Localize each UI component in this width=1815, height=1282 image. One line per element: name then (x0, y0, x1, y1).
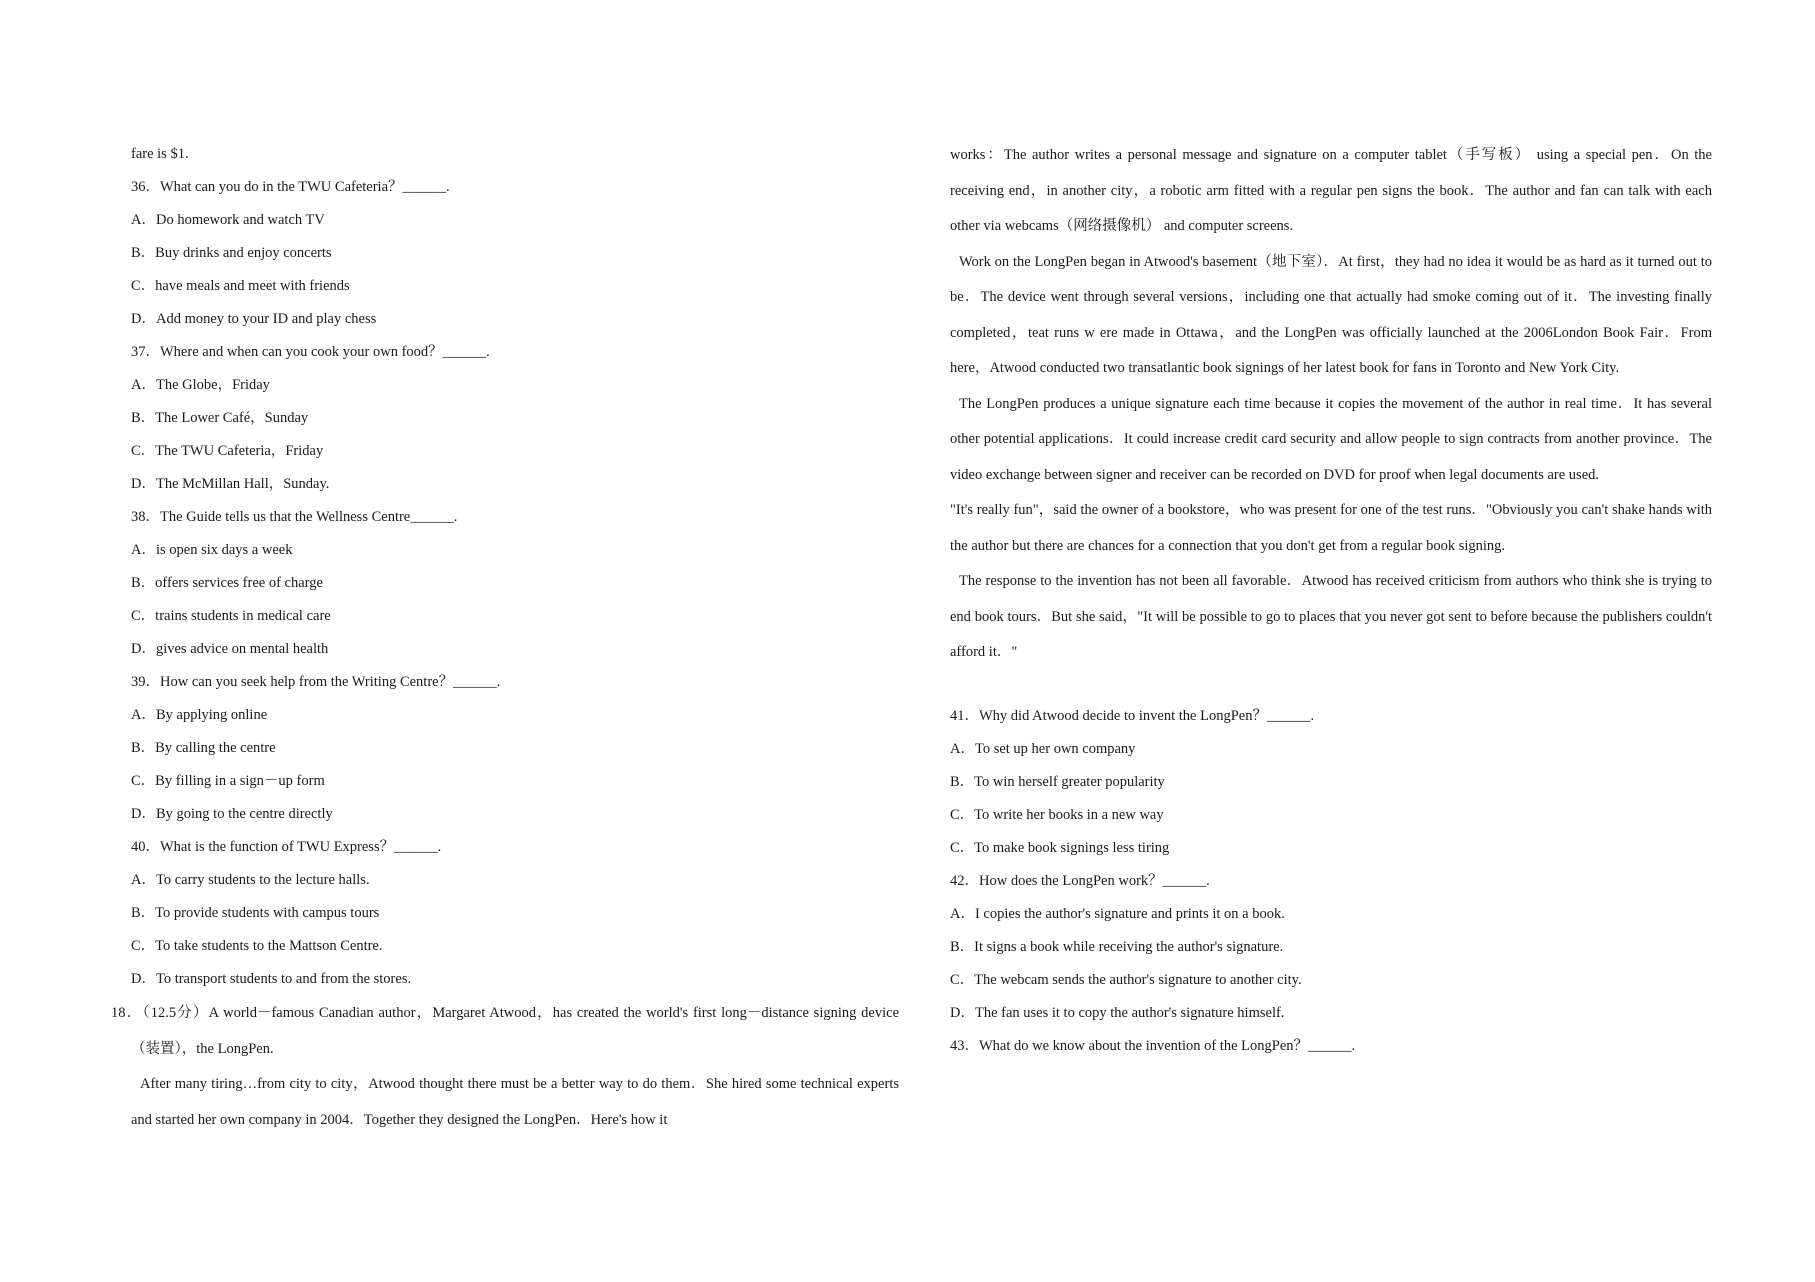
option-a: A．Do homework and watch TV (131, 212, 325, 228)
passage-paragraph-1: After many tiring…from city to city，Atwood thought there must be a better way to do them．She hired some technical experts and started her own company in 2004．Together they designed the LongPen．Here's how it (131, 1076, 899, 1128)
passage-paragraph-3: The LongPen produces a unique signature each time because it copies the movement of the author in real time．It has several other potential applications．It could increase credit card security and allow people to sign contracts from another province．The video exchange between signer and receiver can be recorded on DVD for proof when legal documents are used. (950, 395, 1712, 483)
question-42 (950, 865, 1712, 1030)
option-c: C．By filling in a sign－up form (131, 773, 325, 789)
question-38 (131, 501, 899, 666)
option-d: D．The McMillan Hall，Sunday. (131, 476, 330, 492)
option-b: B．The Lower Café，Sunday (131, 410, 309, 426)
option-b: B．It signs a book while receiving the author's signature. (950, 938, 1284, 955)
question-39 (131, 666, 899, 831)
question-43 (950, 1030, 1712, 1063)
option-c: C．The webcam sends the author's signature to another city. (950, 971, 1302, 988)
option-a: A．To set up her own company (950, 740, 1136, 757)
question-37 (131, 336, 899, 501)
option-c: C．The TWU Cafeteria，Friday (131, 443, 324, 459)
question-36 (131, 171, 899, 336)
question-number: 18． (111, 1005, 143, 1021)
question-stem: 41．Why did Atwood decide to invent the LongPen？______. (950, 707, 1315, 724)
question-41 (950, 700, 1712, 865)
question-stem: 39．How can you seek help from the Writing Centre？______. (131, 674, 501, 690)
passage-paragraph-5: The response to the invention has not been all favorable．Atwood has received criticism from authors who think she is trying to end book tours．But she said，"It will be possible to go to places that you never got sent to before because the publishers couldn't afford it．" (950, 573, 1712, 660)
option-b: B．offers services free of charge (131, 575, 323, 591)
option-a: A．To carry students to the lecture halls. (131, 872, 370, 888)
q35-tail: fare is $1. (131, 146, 189, 162)
option-c: C．To take students to the Mattson Centre. (131, 938, 383, 954)
option-a: A．is open six days a week (131, 542, 293, 558)
passage-intro (111, 996, 900, 1067)
option-c: C．trains students in medical care (131, 608, 331, 624)
question-stem: 40．What is the function of TWU Express？______. (131, 839, 442, 855)
right-column (950, 138, 1712, 1063)
question-stem: 37．Where and when can you cook your own food？______. (131, 344, 490, 360)
passage-paragraph-4: "It's really fun"，said the owner of a bookstore，who was present for one of the test runs．"Obviously you can't shake hands with the author but there are chances for a connection that you don't get from a regular book signing. (950, 502, 1712, 554)
left-column (111, 138, 900, 1138)
option-d: D．Add money to your ID and play chess (131, 311, 377, 327)
option-b: B．To provide students with campus tours (131, 905, 380, 921)
passage-intro-text: （12.5分）A world－famous Canadian author，Margaret Atwood，has created the world's first long－distance signing device（装置），the LongPen. (131, 1005, 900, 1057)
option-d: D．gives advice on mental health (131, 641, 329, 657)
question-stem: 42．How does the LongPen work？______. (950, 872, 1210, 889)
option-b: B．Buy drinks and enjoy concerts (131, 245, 332, 261)
question-40 (131, 831, 899, 996)
passage-paragraph-2: Work on the LongPen began in Atwood's basement（地下室）．At first，they had no idea it would be as hard as it turned out to be．The device went through several versions，including one that actually had smoke coming out of it．The investing finally completed，teat runs w ere made in Ottawa，and the LongPen was officially launched at the 2006London Book Fair．From here，Atwood conducted two transatlantic book signings of her latest book for fans in Toronto and New York City. (950, 253, 1712, 376)
option-c: C．have meals and meet with friends (131, 278, 350, 294)
option-a: A．By applying online (131, 707, 268, 723)
passage-18 (111, 996, 900, 1138)
option-a: A．I copies the author's signature and prints it on a book. (950, 905, 1285, 922)
option-c: C．To write her books in a new way (950, 806, 1164, 823)
question-stem: 36．What can you do in the TWU Cafeteria？______. (131, 179, 450, 195)
option-d: D．To transport students to and from the stores. (131, 971, 412, 987)
option-d: D．By going to the centre directly (131, 806, 333, 822)
option-b: B．To win herself greater popularity (950, 773, 1165, 790)
passage-paragraph-1-continued: works：The author writes a personal message and signature on a computer tablet（手写板） using a special pen．On the receiving end，in another city，a robotic arm fitted with a regular pen signs the book．The author and fan can talk with each other via webcams（网络摄像机） and computer screens. (950, 147, 1712, 234)
question-stem: 43．What do we know about the invention of the LongPen？______. (950, 1037, 1356, 1054)
question-stem: 38．The Guide tells us that the Wellness Centre______. (131, 509, 458, 525)
option-d: D．The fan uses it to copy the author's signature himself. (950, 1004, 1285, 1021)
option-c-second: C．To make book signings less tiring (950, 839, 1170, 856)
spacer (950, 671, 1712, 700)
option-a: A．The Globe，Friday (131, 377, 270, 393)
option-b: B．By calling the centre (131, 740, 276, 756)
